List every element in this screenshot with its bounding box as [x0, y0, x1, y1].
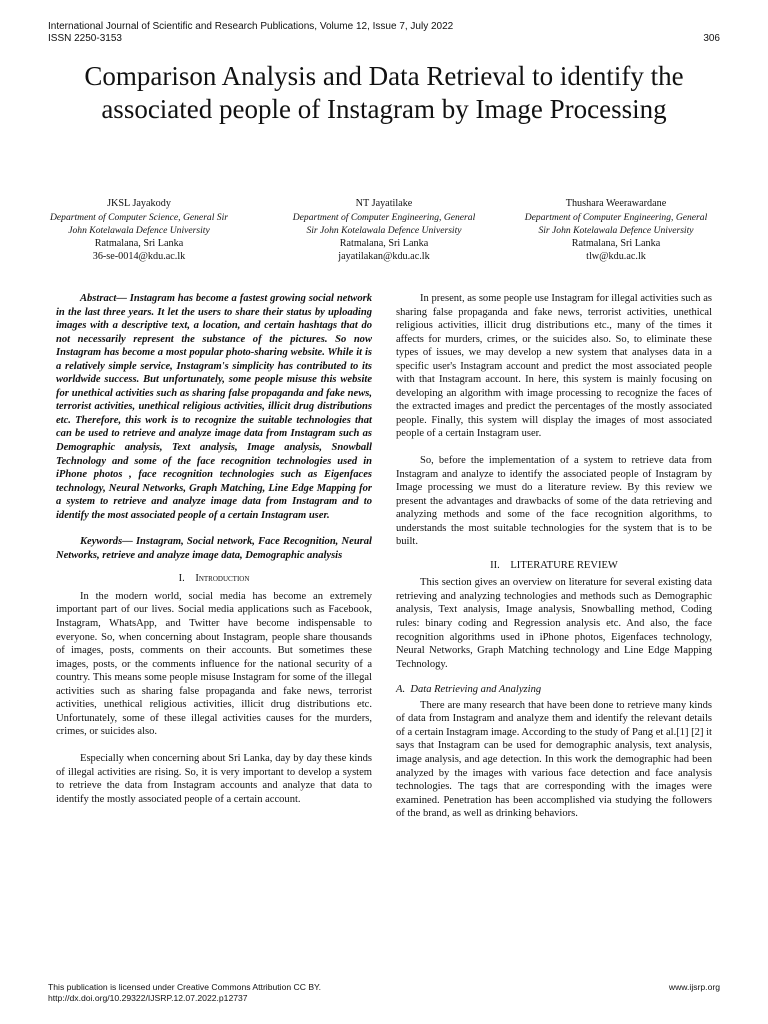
author-email: tlw@kdu.ac.lk [586, 251, 646, 262]
right-paragraph-2: So, before the implementation of a system to retrieve data from Instagram and analyze to identify the associated people of Instagram by Image processing we must do a literature review. By this review we present the advantages and drawbacks of some of the data retrieving and analyzing methods and some of the face recognition algorithms, to understands the most suitable technologies for the system that is to be built. [396, 455, 712, 548]
author-name: NT Jayatilake [355, 198, 413, 209]
section-title: LITERATURE REVIEW [510, 559, 618, 571]
author-location: Ratmalana, Sri Lanka [339, 238, 429, 249]
paper-title: Comparison Analysis and Data Retrieval to identify the associated people of Instagram by Image Processing [84, 61, 684, 124]
author-name: JKSL Jayakody [107, 198, 171, 209]
left-column [56, 292, 372, 806]
issn: ISSN 2250-3153 [48, 33, 122, 44]
keywords [56, 535, 372, 562]
abstract [56, 292, 372, 522]
abstract-label: Abstract— [80, 293, 127, 304]
author-dept: Department of Computer Engineering, General Sir John Kotelawala Defence University [292, 212, 476, 236]
subsection-title: Data Retrieving and Analyzing [410, 684, 542, 696]
author-dept: Department of Computer Science, General Sir John Kotelawala Defence University [50, 212, 228, 236]
intro-paragraph-2: Especially when concerning about Sri Lanka, day by day these kinds of illegal activities are rising. So, it is very important to develop a system to retrieve the data from Instagram accounts and analyze that data to identify the mostly associated people of a certain account. [56, 752, 372, 805]
author-2 [289, 197, 479, 263]
section-heading-introduction [56, 572, 372, 586]
right-paragraph-1: In present, as some people use Instagram for illegal activities such as sharing false propaganda and fake news, terrorist activities, unethical religious activities, illicit drug distributions etc., many of the times it affects for murders, crimes, or the suicides also. So, to eliminate these types of issues, we may develop a new system that analyses data in a specific user's Instagram account and predict the most associated people with that Instagram account. In here, this system is mainly focusing on developing an algorithm with image processing to recognize the faces of the extracted images and predict the percentages of the mostly associated people. Finally, this system will display the images of most associated people of a certain Instagram user. [396, 293, 712, 440]
journal-name: International Journal of Scientific and Research Publications, Volume 12, Issue 7, July 2022 [48, 21, 454, 32]
keywords-text: Instagram, Social network, Face Recognition, Neural Networks, retrieve and analyze image data, Demographic analysis [56, 536, 372, 561]
author-dept: Department of Computer Engineering, General Sir John Kotelawala Defence University [524, 212, 708, 236]
right-column [396, 292, 712, 821]
subsection-heading-a [396, 683, 712, 697]
section-first-letter: I [195, 573, 199, 585]
subsection-a-paragraph: There are many research that have been done to retrieve many kinds of data from Instagram and analyze them and identify the relevant details of a certain Instagram image. According to the study of Pang et al.[1] [2] it says that Instagram can be used for demographic analysis, text analysis, image analysis, and age detection. In this work the demographic had been analyzed by the images with various face detection and face analysis technologies. The tags that are corresponding with the images were examined. Penetration has been accomplished via studying the followers of the brand, as well as drinking behaviors. [396, 699, 712, 820]
author-3 [521, 197, 711, 263]
keywords-label: Keywords— [80, 536, 133, 548]
doi-link[interactable]: http://dx.doi.org/10.29322/IJSRP.12.07.2022.p12737 [48, 993, 248, 1003]
section-heading-literature-review [396, 559, 712, 573]
section-numeral: I. [178, 573, 185, 585]
footer [48, 982, 321, 1004]
author-location: Ratmalana, Sri Lanka [94, 238, 184, 249]
website-link[interactable]: www.ijsrp.org [668, 982, 720, 992]
page-number: 306 [703, 33, 720, 44]
license-text: This publication is licensed under Creative Commons Attribution CC BY. [48, 982, 322, 992]
author-name: Thushara Weerawardane [565, 198, 667, 209]
intro-paragraph-1: In the modern world, social media has become an extremely important part of our lives. Social media applications such as Facebook, Instagram, WhatsApp, and Twitter have become indispensable to everyone. So, when concerning about Instagram, people share thousands of images, posts, comments on their accounts. But sometimes these images, posts, or the comments influence for the national security of a country. This means some people misuse Instagram for some of the illegal activities such as sharing false propaganda and fake news, terrorist activities, unethical religious activities, illicit drug distributions etc. Unfortunately, some of these illegal activities causes for the murders, crimes, or suicides also. [56, 590, 372, 738]
journal-header [48, 21, 453, 45]
author-email: 36-se-0014@kdu.ac.lk [92, 251, 186, 262]
author-location: Ratmalana, Sri Lanka [571, 238, 661, 249]
author-email: jayatilakan@kdu.ac.lk [338, 251, 430, 262]
abstract-text: Instagram has become a fastest growing social network in the last three years. It let the users to share their status by uploading images with a descriptive text, a location, and certain hashtags that do not necessarily represent the substance of the pictures. So now Instagram has become a most popular photo-sharing website. While it is a relatively simple service, Instagram's simplicity has contributed to its worldwide success. But unfortunately, some people misuse this website for unethical activities such as sharing false propaganda and fake news, terrorist activities, unethical religious activities, illicit drug distributions etc. Therefore, this work is to recognize the suitable technologies that can be used to retrieve and analyze image data from Instagram such as Demographic analysis, Text analysis, Image analysis, Snowball Technology and some of the face recognition technologies used in iPhone photos , face recognition technologies such as Eigenfaces technology, Neural Networks, Graph Matching, Line Edge Mapping for a system to retrieve and analyze image data from Instagram and to identify the most associated people of a certain Instagram user. [56, 293, 372, 521]
section-numeral: II. [490, 559, 500, 571]
subsection-label: A. [396, 684, 406, 696]
author-1 [44, 197, 234, 263]
literature-paragraph: This section gives an overview on literature for several existing data retrieving and analyzing technologies and methods such as Demographic analysis, Text analysis, Image analysis, Snowballing method, Coding rules: binary coding and Regression analysis etc. And also, the face recognition algorithms used in iPhone photos, Eigenfaces technology, Neural Networks, Graph Matching technology and Line Edge Mapping Technology. [396, 577, 712, 670]
section-title-rest: ntroduction [198, 573, 250, 585]
